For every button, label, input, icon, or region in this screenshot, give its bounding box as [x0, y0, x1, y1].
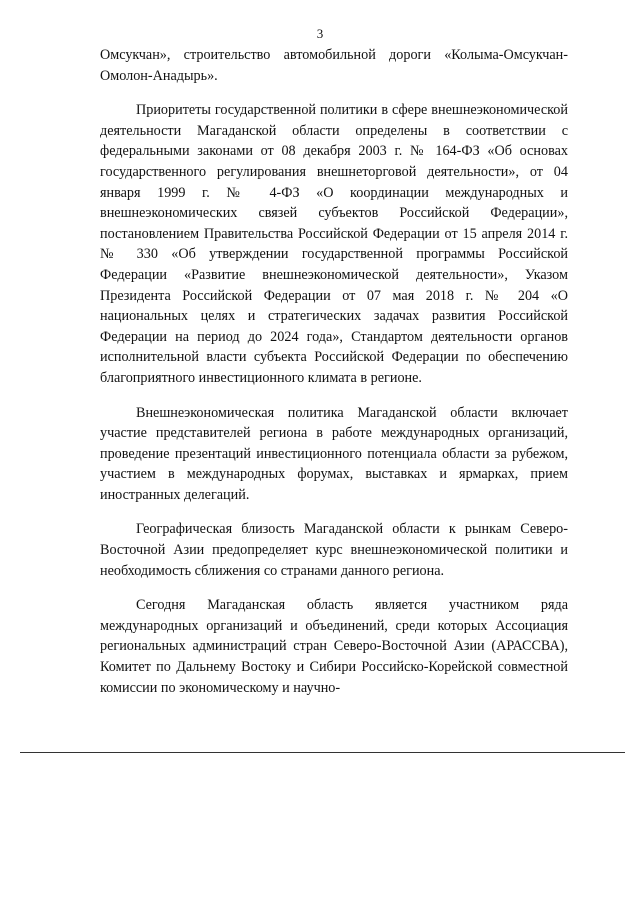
paragraph-foreign-economic-policy: Внешнеэкономическая политика Магаданской области включает участие представителей региона в работе международных организаций, проведение презентаций инвестиционного потенциала области за рубежом, участием в международных форумах, выставках и ярмарках, прием иностранных делегаций. — [100, 404, 568, 503]
paragraph-policy-priorities: Приоритеты государственной политики в сфере внешнеэкономической деятельности Магаданской области определены в соответствии с федеральными законами от 08 декабря 2003 г. № 164-ФЗ «Об основах государственного регулирования внешнеторговой деятельности», от 04 января 1999 г. № 4-ФЗ «О координации международных и внешнеэкономических связей субъектов Российской Федерации», постановлением Правительства Российской Федерации от 15 апреля 2014 г. № 330 «Об утверждении государственной программы Российской Федерации «Развитие внешнеэкономической деятельности», Указом Президента Российской Федерации от 07 мая 2018 г. № 204 «О национальных целях и стратегических задачах развития Российской Федерации на период до 2024 года», Стандартом деятельности органов исполнительной власти субъекта Российской Федерации по обеспечению благоприятного инвестиционного климата в регионе. — [100, 102, 568, 386]
footer-divider — [20, 752, 625, 753]
paragraph-continuation: Омсукчан», строительство автомобильной дороги «Колыма-Омсукчан-Омолон-Анадырь». — [100, 47, 568, 84]
body-text — [100, 45, 568, 712]
paragraph-international-membership: Сегодня Магаданская область является участником ряда международных организаций и объединений, среди которых Ассоциация региональных администраций стран Северо-Восточной Азии (АРАССВА), Комитет по Дальнему Востоку и Сибири Российско-Корейской совместной комиссии по экономическому и научно- — [100, 597, 568, 696]
page-number: 3 — [316, 26, 324, 41]
paragraph-geographic-proximity: Географическая близость Магаданской области к рынкам Северо-Восточной Азии предопределяет курс внешнеэкономической политики и необходимость сближения со странами данного региона. — [100, 521, 568, 579]
